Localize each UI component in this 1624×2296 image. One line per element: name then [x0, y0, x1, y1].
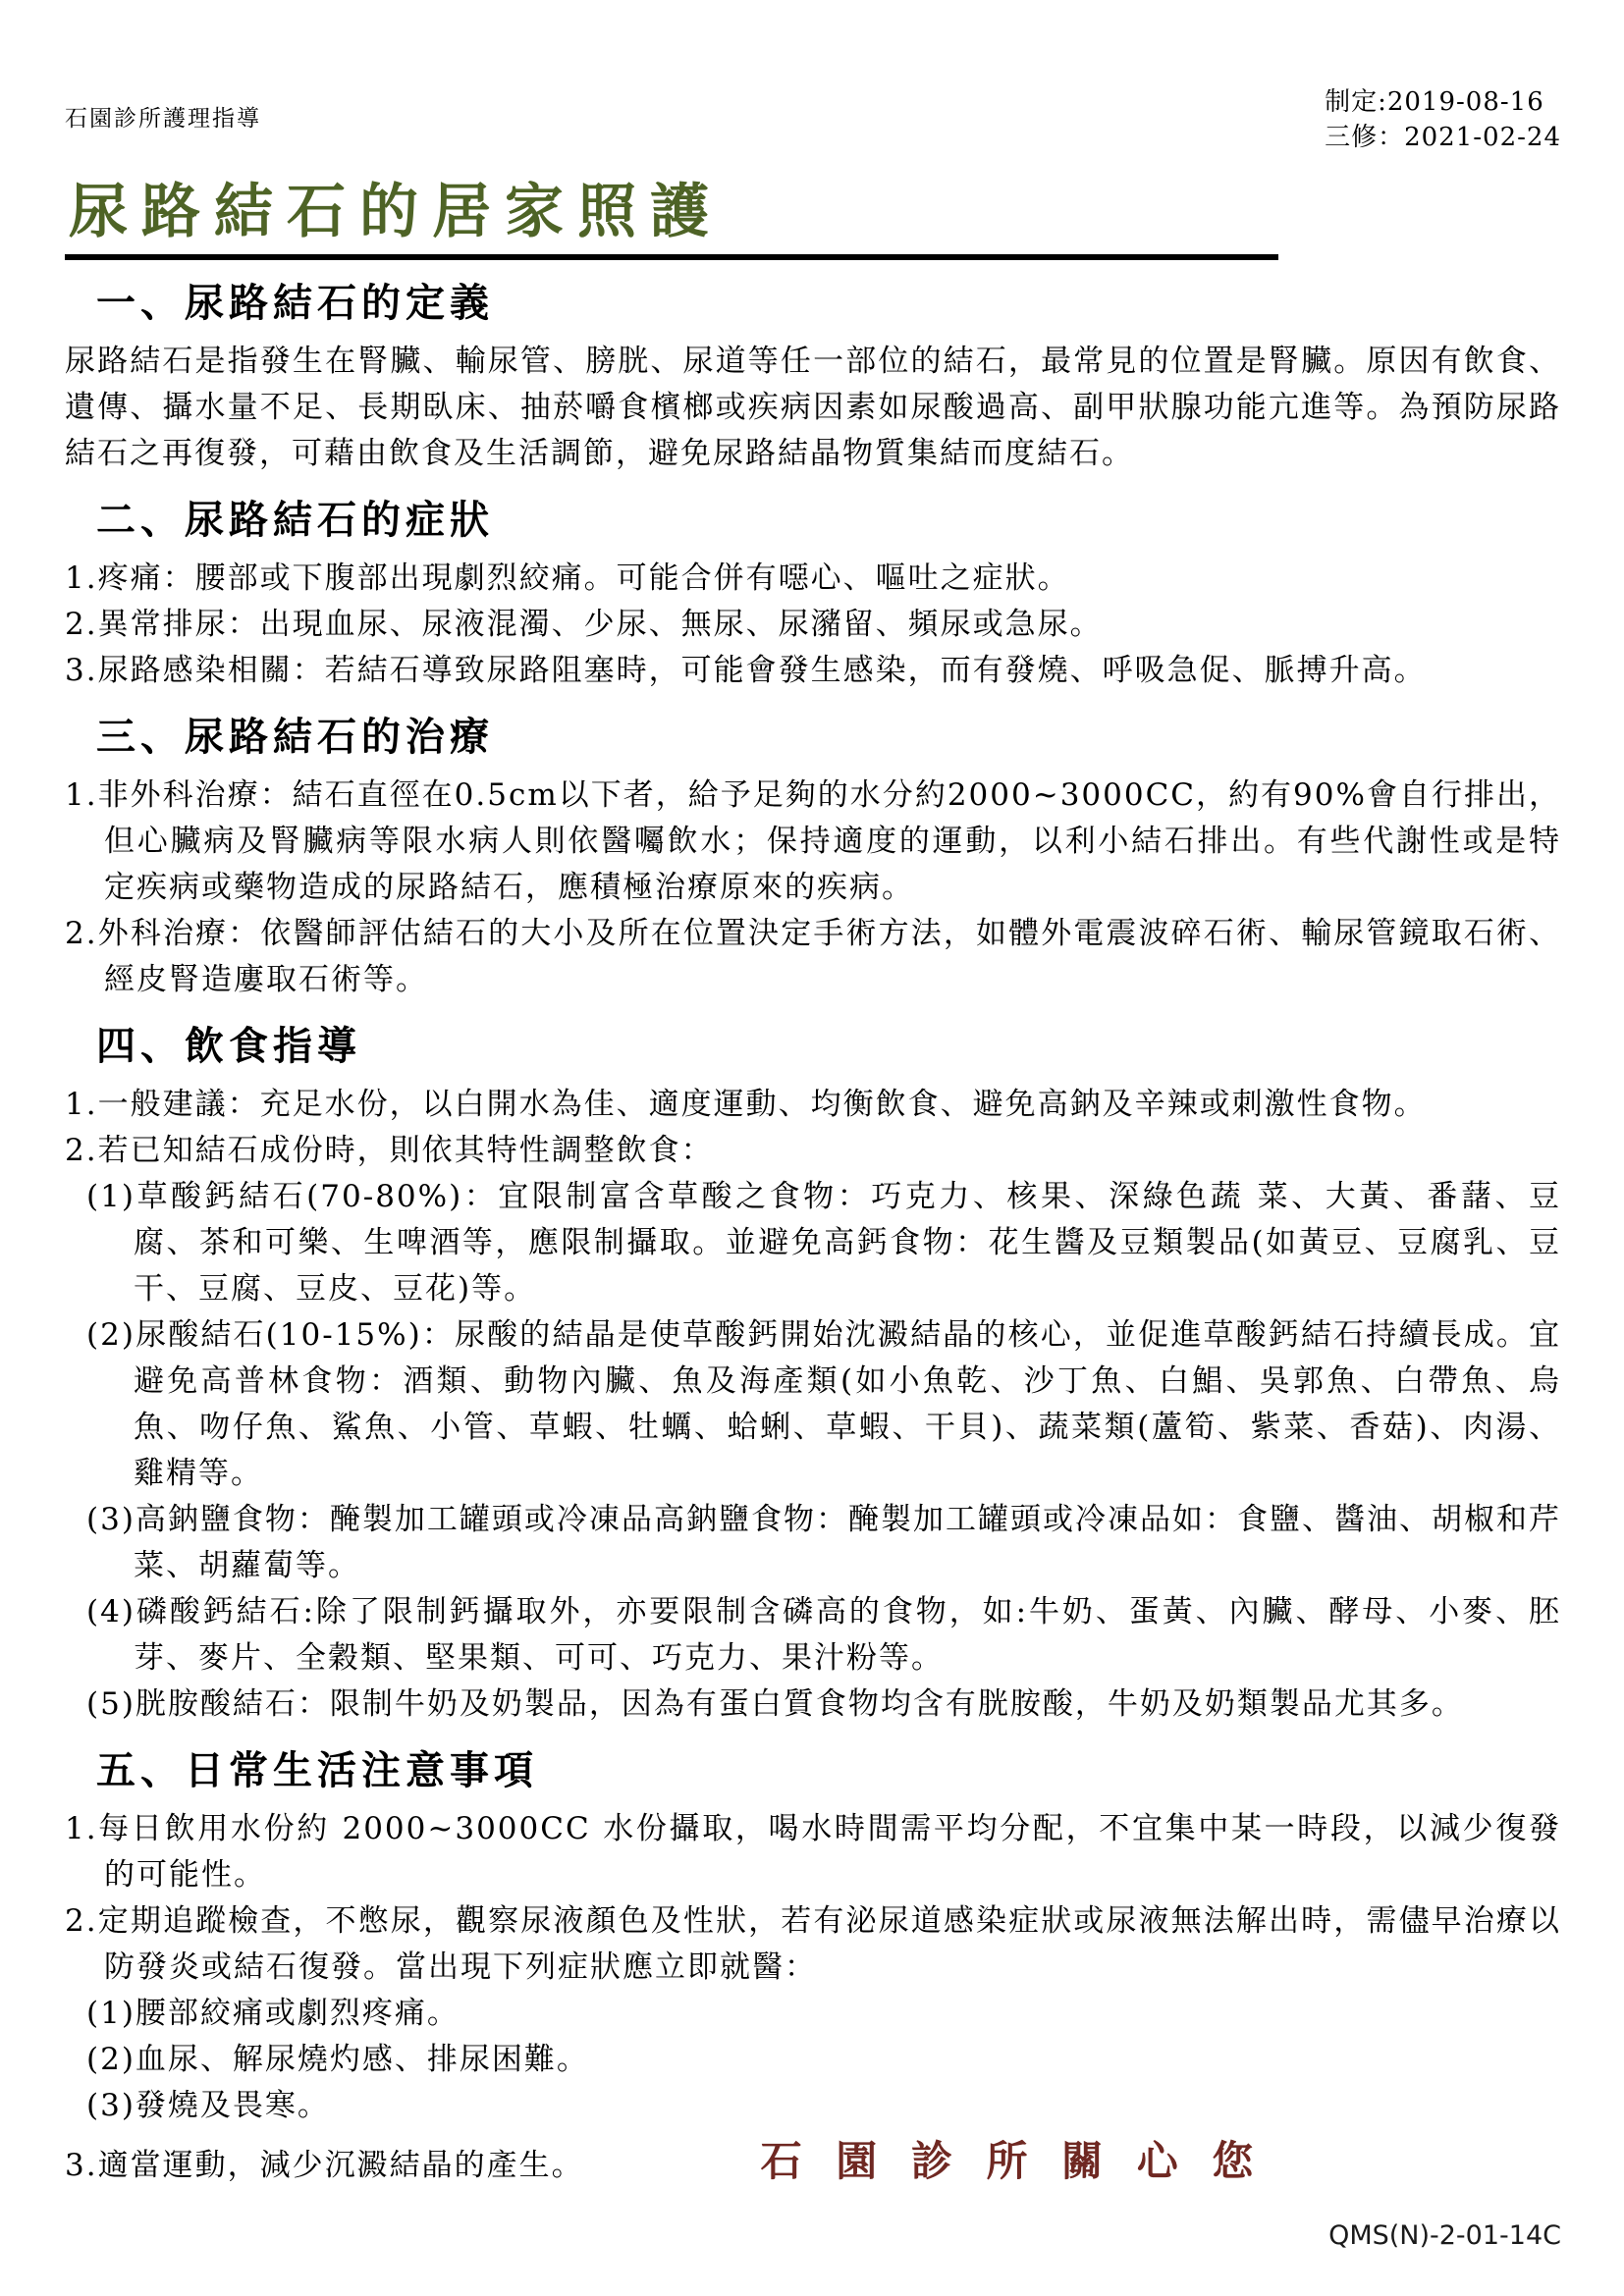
final-row [65, 2129, 1561, 2189]
section-symptoms [65, 495, 1561, 694]
diet-subitem-calcium-phosphate: (4)磷酸鈣結石:除了限制鈣攝取外，亦要限制含磷高的食物，如:牛奶、蛋黃、內臟、酵母、小麥、胚芽、麥片、全穀類、堅果類、可可、巧克力、果汁粉等。 [86, 1593, 1561, 1676]
revision-dates [1325, 84, 1561, 156]
definition-paragraph: 尿路結石是指發生在腎臟、輸尿管、膀胱、尿道等任一部位的結石，最常見的位置是腎臟。原因有飲食、遺傳、攝水量不足、長期臥床、抽菸嚼食檳榔或疾病因素如尿酸過高、副甲狀腺功能亢進等。為預防尿路結石之再復發，可藉由飲食及生活調節，避免尿路結晶物質集結而度結石。 [65, 343, 1561, 471]
symptom-item-abnormal-urination: 2.異常排尿：出現血尿、尿液混濁、少尿、無尿、尿瀦留、頻尿或急尿。 [65, 606, 1103, 642]
title-underline [65, 254, 1278, 260]
section-diet [65, 1021, 1561, 1728]
diet-subitem-high-sodium: (3)高鈉鹽食物：醃製加工罐頭或冷凍品高鈉鹽食物：醃製加工罐頭或冷凍品如：食鹽、醬油、胡椒和芹菜、胡蘿蔔等。 [86, 1501, 1561, 1583]
section-definition [65, 278, 1561, 477]
diet-item-known-composition: 2.若已知結石成份時，則依其特性調整飲食： [65, 1132, 714, 1168]
section-treatment-heading: 三、尿路結石的治療 [96, 713, 494, 760]
symptom-item-infection: 3.尿路感染相關：若結石導致尿路阻塞時，可能會發生感染，而有發燒、呼吸急促、脈搏升高。 [65, 652, 1427, 688]
section-diet-heading: 四、飲食指導 [96, 1022, 361, 1069]
diet-item-general: 1.一般建議：充足水份，以白開水為佳、適度運動、均衡飲食、避免高鈉及辛辣或刺激性食物。 [65, 1086, 1427, 1122]
section-daily-care [65, 1745, 1561, 2189]
diet-subitem-uric-acid: (2)尿酸結石(10-15%)：尿酸的結晶是使草酸鈣開始沈澱結晶的核心，並促進草酸鈣結石持續長成。宜避免高普林食物：酒類、動物內臟、魚及海產類(如小魚乾、沙丁魚、白鯧、吳郭魚、白帶魚、烏魚、吻仔魚、鯊魚、小管、草蝦、牡蠣、蛤蜊、草蝦、干貝)、蔬菜類(蘆筍、紫菜、香菇)、肉湯、雞精等。 [86, 1316, 1561, 1491]
clinic-guidance-label: 石園診所護理指導 [65, 106, 261, 132]
page-header [65, 84, 1561, 156]
symptom-item-pain: 1.疼痛：腰部或下腹部出現劇烈絞痛。可能合併有噁心、嘔吐之症狀。 [65, 560, 1070, 596]
warning-subitem-colic-pain: (1)腰部絞痛或劇烈疼痛。 [86, 1995, 460, 2031]
treatment-item-nonsurgical: 1.非外科治療：結石直徑在0.5cm以下者，給予足夠的水分約2000~3000CC，約有90%會自行排出，但心臟病及腎臟病等限水病人則依醫囑飲水；保持適度的運動，以利小結石排出。有些代謝性或是特定疾病或藥物造成的尿路結石，應積極治療原來的疾病。 [65, 776, 1561, 905]
section-symptoms-heading: 二、尿路結石的症狀 [96, 496, 494, 543]
treatment-item-surgical: 2.外科治療：依醫師評估結石的大小及所在位置決定手術方法，如體外電震波碎石術、輸尿管鏡取石術、經皮腎造廔取石術等。 [65, 915, 1561, 997]
daily-item-exercise: 3.適當運動，減少沉澱結晶的產生。 [65, 2147, 584, 2183]
diet-subitem-cystine: (5)胱胺酸結石：限制牛奶及奶製品，因為有蛋白質食物均含有胱胺酸，牛奶及奶類製品尤其多。 [86, 1685, 1464, 1722]
document-code: QMS(N)-2-01-14C [1328, 2219, 1561, 2251]
revised-date: 三修：2021-02-24 [1325, 123, 1561, 153]
clinic-slogan: 石 園 診 所 關 心 您 [760, 2136, 1264, 2185]
section-daily-care-heading: 五、日常生活注意事項 [96, 1746, 538, 1793]
diet-subitem-calcium-oxalate: (1)草酸鈣結石(70-80%)：宜限制富含草酸之食物：巧克力、核果、深綠色蔬 菜、大黃、番藷、豆腐、茶和可樂、生啤酒等，應限制攝取。並避免高鈣食物：花生醬及豆類製品(如黃豆、豆腐乳、豆干、豆腐、豆皮、豆花)等。 [86, 1178, 1561, 1307]
section-treatment [65, 712, 1561, 1003]
section-definition-heading: 一、尿路結石的定義 [96, 279, 494, 326]
page-title: 尿路結石的居家照護 [69, 177, 723, 246]
created-date: 制定:2019-08-16 [1325, 87, 1544, 117]
warning-subitem-hematuria: (2)血尿、解尿燒灼感、排尿困難。 [86, 2041, 589, 2077]
daily-item-follow-up: 2.定期追蹤檢查，不憋尿，觀察尿液顏色及性狀，若有泌尿道感染症狀或尿液無法解出時，需儘早治療以防發炎或結石復發。當出現下列症狀應立即就醫： [65, 1902, 1561, 1985]
warning-subitem-fever-chills: (3)發燒及畏寒。 [86, 2087, 330, 2123]
daily-item-water-intake: 1.每日飲用水份約 2000~3000CC 水份攝取，喝水時間需平均分配，不宜集中某一時段，以減少復發的可能性。 [65, 1810, 1561, 1893]
